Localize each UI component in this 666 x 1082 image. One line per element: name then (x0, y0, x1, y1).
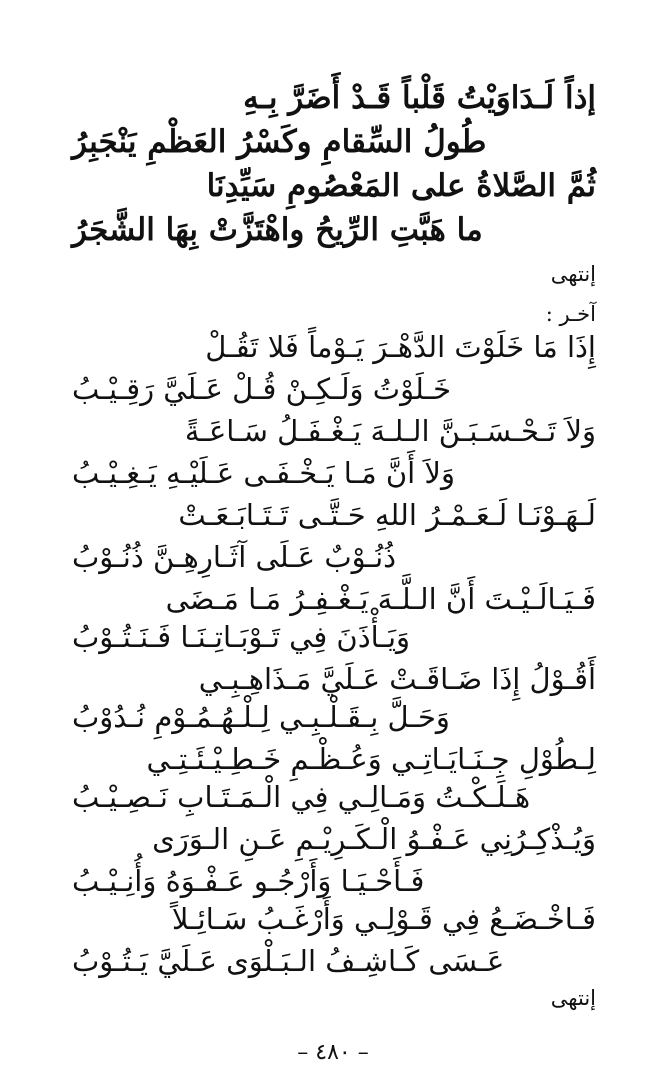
verse-line: إِذَا مَا خَلَوْتَ الدَّهْـرَ يَـوْماً فَلا تَقُـلْ (205, 330, 596, 364)
verse-line: فَـيَـالَـيْـتَ أَنَّ الـلَّـهَ يَـغْـفِـرُ مَـا مَـضَى (165, 582, 596, 616)
poem1-line-3: ثُمَّ الصَّلاةُ على المَعْصُومِ سَيِّدِنَا (206, 168, 596, 204)
verse-line: وَيَـأْذَنَ فِي تَـوْبَـاتِـنَـا فَـنَـتُـوْبُ (72, 620, 411, 654)
poem1-line-2: طُولُ السِّقامِ وكَسْرُ العَظْمِ يَنْجَبِرُ (72, 124, 487, 160)
poem2-end-marker: إنتهى (550, 986, 596, 1010)
verse-line: عَـسَى كَـاشِـفُ الـبَـلْوَى عَـلَيَّ يَـتُـوْبُ (72, 944, 505, 978)
verse-line: وَلاَ تَـحْـسَـبَـنَّ الـلـهَ يَـغْـفَـلُ سَـاعَـةً (184, 414, 596, 448)
poem1-line-1: إذاً لَـدَاوَيْتُ قَلْباً قَـدْ أَضَرَّ بِـهِ (243, 80, 596, 116)
verse-line: خَـلَوْتُ وَلَـكِـنْ قُـلْ عَـلَيَّ رَقِـيْـبُ (72, 372, 452, 406)
verse-line: ذُنُـوْبٌ عَـلَى آثَـارِهِـنَّ ذُنُـوْبُ (72, 540, 397, 574)
verse-line: أَقُـوْلُ إِذَا ضَـاقَـتْ عَـلَيَّ مَـذَاهِـبِـي (198, 662, 596, 696)
verse-line: وَلاَ أَنَّ مَـا يَـخْـفَـى عَـلَيْـهِ يَـغِـيْـبُ (72, 456, 455, 490)
poem2-heading: آخـر : (545, 302, 596, 326)
poem1-end-marker: إنتهى (550, 262, 596, 286)
poem1-line-4: ما هَبَّتِ الرِّيحُ واهْتَزَّتْ بِهَا الشَّجَرُ (72, 212, 483, 248)
verse-line: لَـهَـوْنَـا لَـعَـمْـرُ اللهِ حَـتَّـى تَـتَـابَـعَـتْ (178, 498, 596, 532)
verse-line: وَيُـذْكِـرُنِي عَـفْـوُ الْـكَـرِيْـمِ عَـنِ الـوَرَى (152, 822, 596, 856)
verse-line: فَـاخْـضَـعُ فِي قَـوْلِـي وَأَرْغَـبُ سَـائِـلاً (171, 902, 596, 936)
page-number: – ٤٨٠ – (297, 1040, 369, 1065)
verse-line: هَـلَـكْـتُ وَمَـالِـي فِي الْـمَـتَـابِ نَـصِـيْـبُ (72, 780, 531, 814)
verse-line: لِـطُوْلِ جِـنَـايَـاتِـي وَعُـظْـمِ خَـطِـيْـئَـتِـي (146, 742, 596, 776)
verse-line: فَـأَحْـيَـا وَأَرْجُـو عَـفْـوَهُ وَأُنِـيْـبُ (72, 864, 425, 898)
verse-line: وَحَـلَّ بِـقَـلْـبِـي لِـلْـهُـمُـوْمِ نُـدُوْبُ (72, 700, 450, 734)
